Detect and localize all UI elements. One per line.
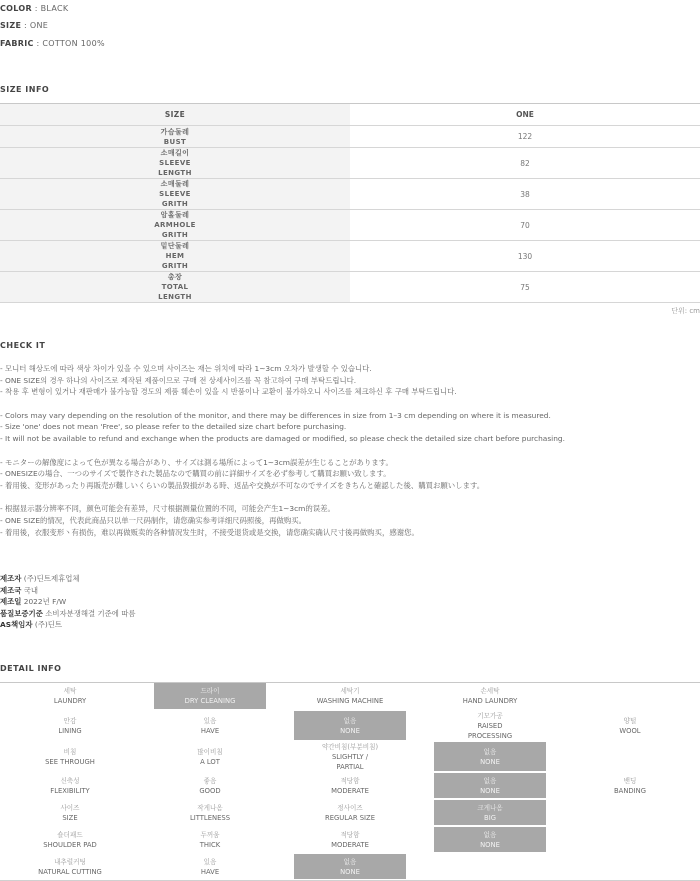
attr-fabric: FABRIC : COTTON 100% — [0, 39, 105, 48]
detail-cell — [14, 800, 126, 825]
size-row — [0, 241, 700, 272]
detail-cell-ko: 없음 — [483, 830, 497, 839]
detail-cell — [154, 800, 266, 825]
detail-cell-en: A LOT — [200, 757, 220, 766]
attr-value: COTTON 100% — [42, 39, 105, 48]
detail-cell — [294, 742, 406, 771]
detail-cell — [294, 854, 406, 879]
size-row-label — [0, 148, 350, 178]
size-row-label-line: ARMHOLE — [154, 221, 196, 229]
detail-cell-en: SHOULDER PAD — [43, 840, 97, 849]
detail-cell — [434, 800, 546, 825]
detail-cell-ko: 드라이 — [200, 687, 220, 695]
note-gap — [0, 445, 700, 457]
detail-cell-en: NONE — [480, 757, 500, 766]
detail-cell-ko: 손세탁 — [480, 687, 500, 695]
detail-cell — [434, 742, 546, 771]
size-row-label-line: 밑단둘레 — [160, 242, 190, 250]
attr-size: SIZE : ONE — [0, 21, 49, 30]
size-row-value: 130 — [517, 251, 533, 261]
manufacturer-key: 제조국 — [0, 585, 22, 595]
attr-key: SIZE — [0, 21, 22, 30]
size-row-label-line: BUST — [163, 137, 187, 146]
note-line: - ONESIZEの場合、一つのサイズで製作された製品なので購買の前に詳細サイズを必ず参考して購買お願い致します。 — [0, 469, 391, 479]
detail-row — [0, 827, 700, 854]
size-row-label-line: GRITH — [161, 231, 189, 239]
detail-cell-ko: 양털 — [623, 716, 637, 725]
attr-value: ONE — [29, 21, 49, 30]
size-header-label: SIZE — [0, 104, 350, 125]
size-row-label — [0, 210, 350, 240]
detail-cell-en: THICK — [199, 840, 221, 849]
size-row-label-line: 소매둘레 — [160, 180, 190, 188]
size-row-value: 122 — [517, 132, 533, 141]
detail-cell-en: NONE — [340, 726, 360, 735]
size-row-label-line: HEM — [165, 252, 185, 260]
size-row-label — [0, 241, 350, 271]
size-row-label-line: 소매길이 — [160, 149, 190, 157]
detail-cell-ko: 숄더패드 — [57, 830, 83, 839]
detail-cell — [154, 683, 266, 709]
detail-cell-ko: 좋음 — [203, 776, 217, 785]
manufacturer-key: 품질보증기준 — [0, 608, 43, 618]
detail-cell-ko: 없음 — [483, 747, 497, 756]
manufacturer-line — [0, 585, 136, 597]
detail-cell-ko: 있음 — [203, 716, 217, 725]
detail-cell-en: NATURAL CUTTING — [38, 867, 102, 876]
note-gap — [0, 492, 700, 504]
attr-key: FABRIC — [0, 39, 34, 48]
detail-row — [0, 800, 700, 827]
unit-label: 단위: cm — [671, 307, 700, 315]
detail-cell-en: GOOD — [199, 786, 221, 795]
detail-cell-en: SEE THROUGH — [45, 757, 95, 766]
detail-cell — [294, 683, 406, 709]
detail-cell-ko: 기모가공 — [477, 711, 503, 720]
detail-cell-en: SIZE — [62, 813, 78, 822]
manufacturer-line — [0, 596, 136, 608]
size-table — [0, 103, 700, 303]
size-row-value: 75 — [520, 282, 530, 292]
detail-cell-ko: 적당함 — [340, 776, 360, 785]
detail-cell-ko: 사이즈 — [60, 803, 80, 812]
detail-cell — [14, 742, 126, 771]
note-line: - ONE SIZE의 경우 하나의 사이즈로 제작된 제품이므로 구매 전 상세사이즈를 꼭 참고하여 구매 부탁드립니다. — [0, 375, 357, 385]
size-row-label-line: 암홀둘레 — [160, 211, 190, 219]
detail-cell — [294, 827, 406, 852]
size-row — [0, 210, 700, 241]
size-row — [0, 179, 700, 210]
attr-value: BLACK — [40, 4, 69, 13]
manufacturer-info — [0, 573, 136, 631]
detail-cell-ko: 두꺼움 — [200, 830, 220, 839]
size-row-value: 70 — [520, 220, 530, 230]
manufacturer-value: 2022년 F/W — [23, 597, 67, 607]
detail-info-title: DETAIL INFO — [0, 664, 62, 673]
detail-row — [0, 854, 700, 881]
note-line: - 모니터 해상도에 따라 색상 차이가 있을 수 있으며 사이즈는 재는 위치에 따라 1~3cm 오차가 발생할 수 있습니다. — [0, 364, 372, 373]
detail-cell-en: DRY CLEANING — [184, 697, 236, 705]
detail-cell-ko: 정사이즈 — [337, 803, 363, 812]
size-info-title: SIZE INFO — [0, 85, 50, 94]
size-row-label-line: 가슴둘레 — [160, 127, 190, 136]
size-header-value: ONE — [516, 110, 534, 119]
size-row-label-line: SLEEVE — [159, 190, 191, 198]
detail-cell-ko: 안감 — [63, 716, 77, 725]
detail-cell — [14, 827, 126, 852]
detail-cell — [14, 854, 126, 879]
detail-cell-ko: 약간비침(부분비침) — [321, 742, 379, 751]
detail-row — [0, 742, 700, 773]
note-line: - ONE SIZE的情况，代表此商品只以单一尺码制作，请您确实参考详细尺码照後，再做购买。 — [0, 515, 307, 525]
detail-cell-en: NONE — [340, 867, 360, 876]
note-gap — [0, 398, 700, 410]
detail-cell — [294, 711, 406, 740]
manufacturer-key: 제조일 — [0, 597, 22, 607]
detail-cell — [434, 711, 546, 740]
size-row-label-line: TOTAL — [161, 283, 189, 291]
detail-cell-ko: 없음 — [343, 716, 357, 725]
detail-grid — [0, 682, 700, 881]
detail-cell — [574, 711, 686, 740]
detail-cell — [294, 800, 406, 825]
detail-cell — [574, 773, 686, 798]
detail-cell-ko: 적당함 — [340, 830, 360, 839]
detail-cell-en: HAVE — [200, 867, 220, 876]
attr-color: COLOR : BLACK — [0, 4, 69, 13]
note-line: - モニターの解像度によって色が異なる場合があり、サイズは測る場所によって1~3cm誤差が生じることがあります。 — [0, 457, 393, 467]
note-line: - 착용 후 변형이 있거나 재판매가 불가능할 경도의 제품 훼손이 있을 시 반품이나 교환이 불가하오니 사이즈를 체크하신 후 구매 부탁드립니다. — [0, 387, 457, 397]
detail-cell — [154, 854, 266, 879]
detail-cell-en: BIG — [484, 813, 496, 822]
detail-cell-en: HAVE — [200, 726, 220, 735]
detail-cell-ko: 없음 — [483, 776, 497, 785]
size-row-label — [0, 126, 350, 147]
detail-cell — [434, 827, 546, 852]
detail-cell-ko: 비침 — [63, 747, 77, 756]
detail-row — [0, 683, 700, 711]
note-line: - It will not be available to refund and exchange when the products are damaged or modified, so please check the detailed size chart before purchasing. — [0, 434, 565, 444]
manufacturer-key: AS책임자 — [0, 620, 33, 630]
detail-cell-en: PROCESSING — [467, 731, 513, 740]
size-row-label-line: GRITH — [161, 262, 189, 270]
size-table-header — [0, 104, 700, 126]
check-it-notes — [0, 363, 700, 538]
size-row-label — [0, 272, 350, 302]
detail-cell-en: MODERATE — [331, 786, 369, 795]
detail-cell-en: NONE — [480, 840, 500, 849]
size-row — [0, 272, 700, 303]
detail-cell-en: REGULAR SIZE — [324, 813, 375, 822]
size-row-value: 38 — [520, 189, 530, 199]
detail-cell-en: LAUNDRY — [53, 697, 87, 705]
detail-cell-ko: 세탁기 — [340, 687, 360, 695]
detail-cell-ko: 있음 — [203, 857, 217, 866]
attr-key: COLOR — [0, 4, 32, 13]
detail-cell-en: LINING — [58, 726, 82, 735]
note-line: - 根据显示器分辨率不同，颜色可能会有差异，尺寸根据测量位置的不同，可能会产生1~3cm的误差。 — [0, 504, 335, 514]
detail-cell-ko: 밴딩 — [623, 776, 637, 785]
detail-cell — [434, 683, 546, 709]
size-row-label-line: GRITH — [161, 200, 189, 208]
size-row-label-line: SLEEVE — [159, 159, 191, 167]
detail-cell-en: HAND LAUNDRY — [462, 697, 518, 705]
detail-cell — [154, 827, 266, 852]
note-line: - Colors may vary depending on the resolution of the monitor, and there may be differences in size from 1–3 cm depending on where it is measured. — [0, 410, 551, 420]
manufacturer-value: (주)딘트제휴업체 — [23, 574, 80, 583]
size-row — [0, 148, 700, 179]
detail-cell-ko: 많이비침 — [197, 747, 223, 756]
detail-cell-en: LITTLENESS — [189, 813, 231, 822]
detail-cell — [154, 711, 266, 740]
detail-cell — [14, 711, 126, 740]
detail-cell-en: FLEXIBILITY — [50, 786, 90, 795]
manufacturer-value: (주)딘트 — [34, 620, 63, 630]
detail-cell-en: WOOL — [619, 726, 641, 735]
detail-cell-ko: 내추럴커팅 — [54, 857, 86, 866]
manufacturer-line — [0, 573, 136, 585]
size-row — [0, 126, 700, 148]
detail-row — [0, 711, 700, 742]
detail-cell-en: SLIGHTLY / — [331, 752, 369, 761]
check-it-title: CHECK IT — [0, 341, 46, 350]
detail-cell-ko: 신축성 — [60, 776, 80, 785]
detail-cell — [294, 773, 406, 798]
detail-cell-en: MODERATE — [331, 840, 369, 849]
detail-cell-en: BANDING — [614, 786, 646, 795]
detail-cell-en: RAISED — [477, 721, 503, 730]
note-line: - 着用後、変形があったり再販売が難しいくらいの製品毀損がある時、返品や交換が不可なのでサイズをきちんと確認した後、購買お願いします。 — [0, 480, 485, 490]
size-row-label-line: 총장 — [167, 273, 183, 281]
note-line: - 着用後，衣服变形丶有损伤，难以再做贩卖的各种情况发生时，不接受退货或是交换，请您确实确认尺寸後再做购买，感谢您。 — [0, 527, 419, 537]
manufacturer-line — [0, 619, 136, 631]
manufacturer-key: 제조자 — [0, 574, 22, 583]
detail-cell-en: PARTIAL — [336, 762, 364, 771]
manufacturer-line — [0, 608, 136, 620]
size-row-label-line: LENGTH — [158, 293, 192, 301]
size-row-label-line: LENGTH — [158, 169, 192, 177]
detail-cell-ko: 세탁 — [63, 687, 77, 695]
manufacturer-value: 소비자분쟁해결 기준에 따름 — [45, 608, 136, 618]
detail-cell-en: WASHING MACHINE — [316, 697, 384, 705]
detail-cell-en: NONE — [480, 786, 500, 795]
detail-cell-ko: 작게나옴 — [197, 803, 223, 812]
detail-cell — [154, 742, 266, 771]
note-line: - Size 'one' does not mean 'Free', so please refer to the detailed size chart before purchasing. — [0, 422, 347, 432]
detail-cell — [14, 683, 126, 709]
detail-cell-ko: 없음 — [343, 857, 357, 866]
detail-cell — [14, 773, 126, 798]
size-row-label — [0, 179, 350, 209]
detail-cell-ko: 크게나옴 — [477, 803, 503, 812]
detail-cell — [434, 773, 546, 798]
manufacturer-value: 국내 — [23, 585, 39, 595]
size-row-value: 82 — [520, 158, 530, 168]
detail-row — [0, 773, 700, 800]
detail-cell — [154, 773, 266, 798]
